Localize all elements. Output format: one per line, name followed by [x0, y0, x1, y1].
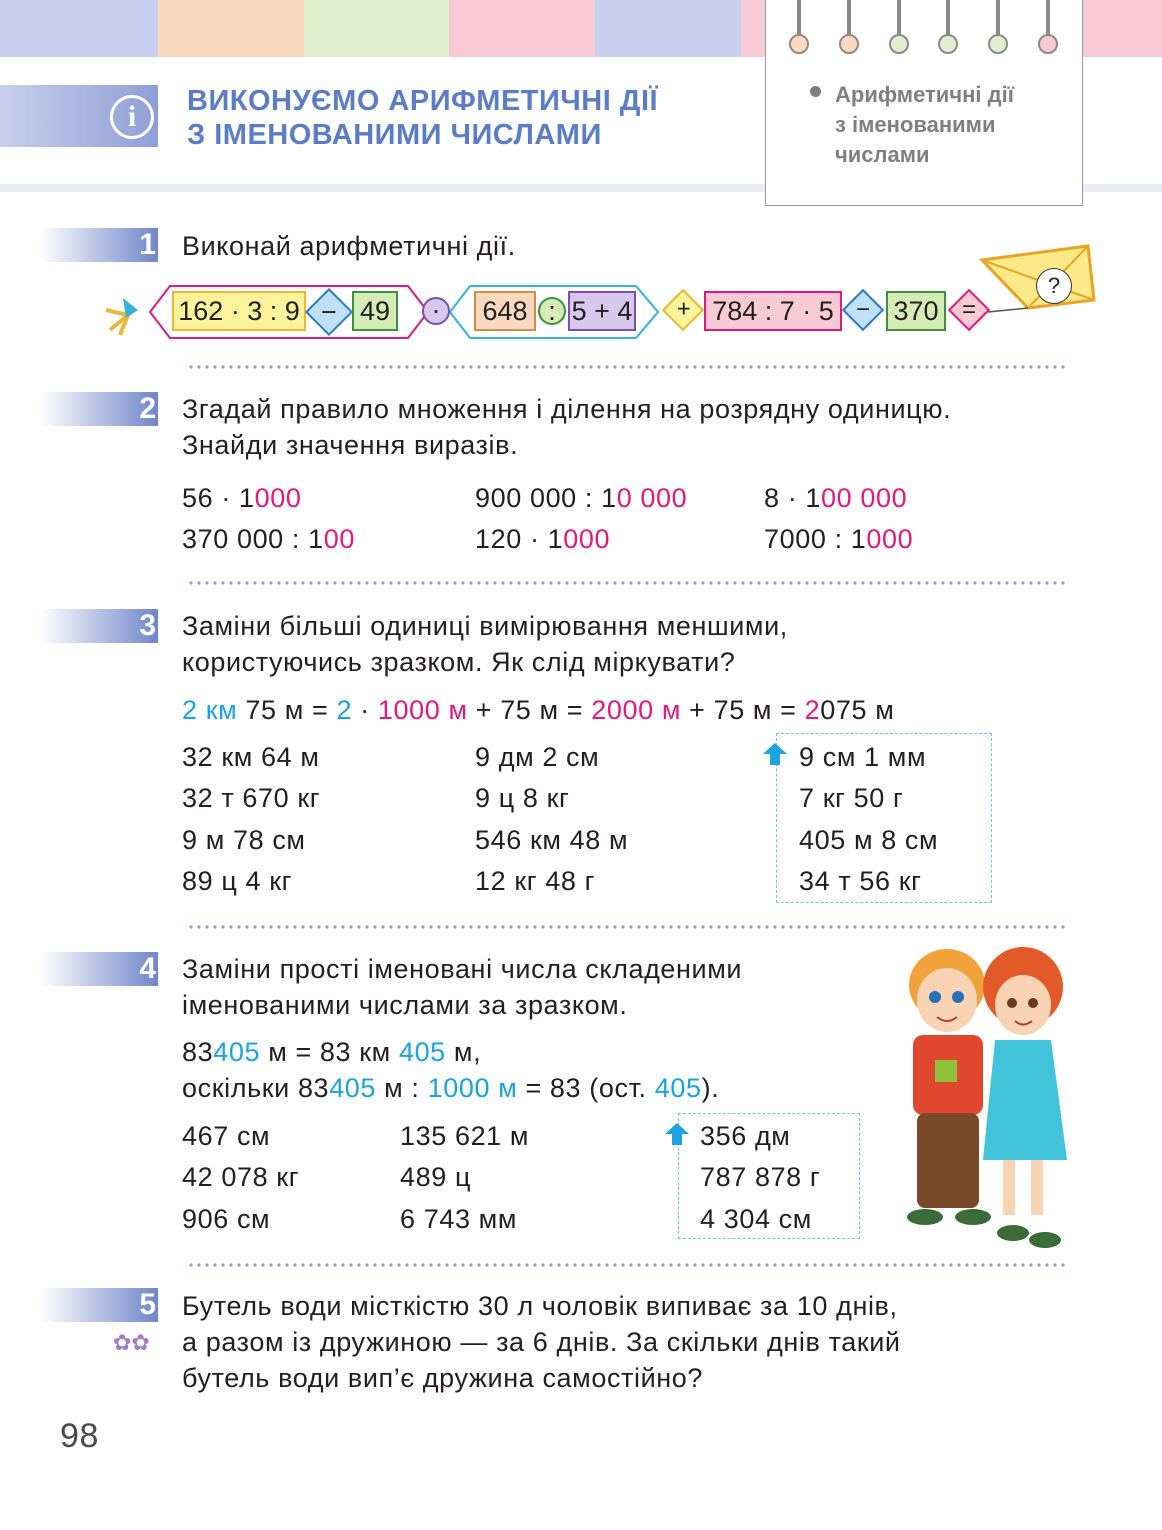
example-part: 2 — [591, 695, 607, 725]
minus-sign: − — [855, 295, 871, 323]
notebook-line: Арифметичні дії — [835, 82, 1014, 107]
example-part: 83 — [182, 1037, 214, 1067]
expression-box: 5 + 4 — [568, 291, 636, 331]
measure-item: 405 м 8 см — [799, 825, 939, 855]
measure-item: 135 621 м — [400, 1121, 530, 1151]
minus-sign: − — [321, 297, 337, 327]
example-line — [182, 1034, 481, 1070]
measure-item: 6 743 мм — [400, 1204, 517, 1234]
task-text: іменованими числами за зразком. — [182, 990, 628, 1020]
header-stripe — [449, 0, 595, 57]
measure-item: 34 т 56 кг — [799, 866, 922, 896]
expression — [764, 480, 907, 516]
ring-hole — [988, 34, 1008, 54]
example-part: 405 — [654, 1073, 702, 1103]
divide-circle: : — [538, 297, 566, 325]
kite-question-mark: ? — [1036, 268, 1072, 304]
children-illustration — [895, 945, 1080, 1255]
gears-icon: ✿✿ — [113, 1330, 150, 1355]
up-arrow-icon — [664, 1121, 690, 1147]
measure-item: 467 см — [182, 1121, 271, 1151]
expression-zeros: 00 000 — [821, 483, 908, 513]
expression-zeros: 0 000 — [616, 483, 688, 513]
info-icon: i — [110, 95, 154, 139]
measure-item: 89 ц 4 кг — [182, 866, 293, 896]
header-stripe — [304, 0, 449, 57]
measure-item: 7 кг 50 г — [799, 783, 904, 813]
expression — [475, 480, 687, 516]
task-number: 1 — [139, 228, 156, 261]
example-part: 405 — [398, 1037, 446, 1067]
measure-item: 32 т 670 кг — [182, 783, 321, 813]
ring-hole — [938, 34, 958, 54]
example-part: 2 — [804, 695, 821, 725]
task-text: Знайди значення виразів. — [182, 430, 519, 460]
expression-zeros: 000 — [866, 524, 914, 554]
number-box: 648 — [474, 291, 536, 331]
expression-part: 7000 : 1 — [764, 524, 867, 554]
expression — [182, 521, 355, 557]
expression-part: 56 · 1 — [182, 483, 255, 513]
example-part: + 75 м = — [681, 695, 805, 725]
example-part: 75 м = — [237, 695, 337, 725]
expression-part: 370 000 : 1 — [182, 524, 324, 554]
title-line-2: З ІМЕНОВАНИМИ ЧИСЛАМИ — [187, 119, 602, 151]
example-part: 1000 м — [427, 1073, 518, 1103]
multiply-circle: · — [422, 297, 450, 325]
task-text: користуючись зразком. Як слід міркувати? — [182, 647, 736, 677]
example-line — [182, 1070, 719, 1106]
header-stripe — [595, 0, 741, 57]
number-box: 49 — [352, 291, 398, 331]
task-text: Виконай арифметичні дії. — [182, 231, 516, 261]
expression-box: 162 · 3 : 9 — [172, 291, 306, 331]
measure-item: 9 см 1 мм — [799, 742, 927, 772]
measure-item: 489 ц — [400, 1162, 472, 1192]
notebook-line: з іменованими — [835, 112, 996, 137]
measure-item: 9 дм 2 см — [475, 742, 600, 772]
task-number: 3 — [139, 609, 156, 642]
measure-item: 9 ц 8 кг — [475, 783, 570, 813]
example-part: + 75 м = — [467, 695, 592, 725]
number-box: 370 — [886, 291, 946, 331]
dotted-divider — [187, 581, 1067, 585]
task-text: Заміни прості іменовані числа складеними — [182, 954, 743, 984]
example-part: м, — [445, 1037, 482, 1067]
measure-item: 906 см — [182, 1204, 271, 1234]
plus-sign: + — [676, 295, 691, 323]
notebook-topic — [835, 80, 1014, 170]
measure-item: 32 км 64 м — [182, 742, 320, 772]
expression-zeros: 00 — [323, 524, 355, 554]
task-text: Заміни більші одиниці вимірювання меншими, — [182, 611, 788, 641]
task-number: 5 — [139, 1288, 156, 1321]
task-text: а разом із дружиною — за 6 днів. За скільки днів такий — [182, 1327, 901, 1357]
dotted-divider — [187, 1263, 1067, 1267]
expression — [764, 521, 913, 557]
ring-hole — [839, 34, 859, 54]
header-stripe — [158, 0, 304, 57]
page-number: 98 — [60, 1417, 100, 1455]
bullet-icon — [810, 86, 821, 97]
expression — [475, 521, 610, 557]
task-text: Бутель води місткістю 30 л чоловік випиває за 10 днів, — [182, 1291, 898, 1321]
expression-box: 784 : 7 · 5 — [704, 291, 842, 331]
task-text: бутель води вип’є дружина самостійно? — [182, 1363, 704, 1393]
expression — [182, 480, 302, 516]
example-part: · — [352, 695, 378, 725]
equals-sign: = — [961, 295, 977, 323]
measure-item: 356 дм — [700, 1121, 791, 1151]
example-part: 2 км — [182, 695, 238, 725]
notebook-line: числами — [835, 142, 930, 167]
example-part: 405 — [329, 1073, 377, 1103]
example-part: м = 83 км — [260, 1037, 399, 1067]
task-number: 4 — [139, 952, 156, 985]
expression-part: 8 · 1 — [764, 483, 822, 513]
ring-hole — [789, 34, 809, 54]
measure-item: 42 078 кг — [182, 1162, 300, 1192]
example-part: = 83 (ост. — [517, 1073, 655, 1103]
measure-item: 546 км 48 м — [475, 825, 629, 855]
page-title — [187, 84, 658, 152]
example-part: 2 — [336, 695, 353, 725]
measure-item: 4 304 см — [700, 1204, 812, 1234]
dotted-divider — [187, 925, 1067, 929]
expression-part: 900 000 : 1 — [475, 483, 617, 513]
expression-part: 120 · 1 — [475, 524, 564, 554]
title-line-1: ВИКОНУЄМО АРИФМЕТИЧНІ ДІЇ — [187, 85, 659, 117]
example-part: м : — [376, 1073, 428, 1103]
ring-hole — [1038, 34, 1058, 54]
header-stripe — [0, 0, 158, 57]
example-part: ). — [701, 1073, 720, 1103]
ring-hole — [889, 34, 909, 54]
example-part: 405 — [213, 1037, 261, 1067]
measure-item: 9 м 78 см — [182, 825, 306, 855]
example-part: 000 м — [606, 695, 682, 725]
example-part: 075 м — [820, 695, 895, 725]
measure-item: 787 878 г — [700, 1162, 821, 1192]
example-part: 1000 м — [377, 695, 468, 725]
task-text: Згадай правило множення і ділення на розрядну одиницю. — [182, 394, 952, 424]
example-part: оскільки 83 — [182, 1073, 330, 1103]
example-line — [182, 692, 894, 728]
measure-item: 12 кг 48 г — [475, 866, 596, 896]
task-number: 2 — [139, 392, 156, 425]
dotted-divider — [187, 365, 1067, 369]
up-arrow-icon — [762, 741, 788, 767]
expression-zeros: 000 — [563, 524, 611, 554]
expression-zeros: 000 — [254, 483, 302, 513]
